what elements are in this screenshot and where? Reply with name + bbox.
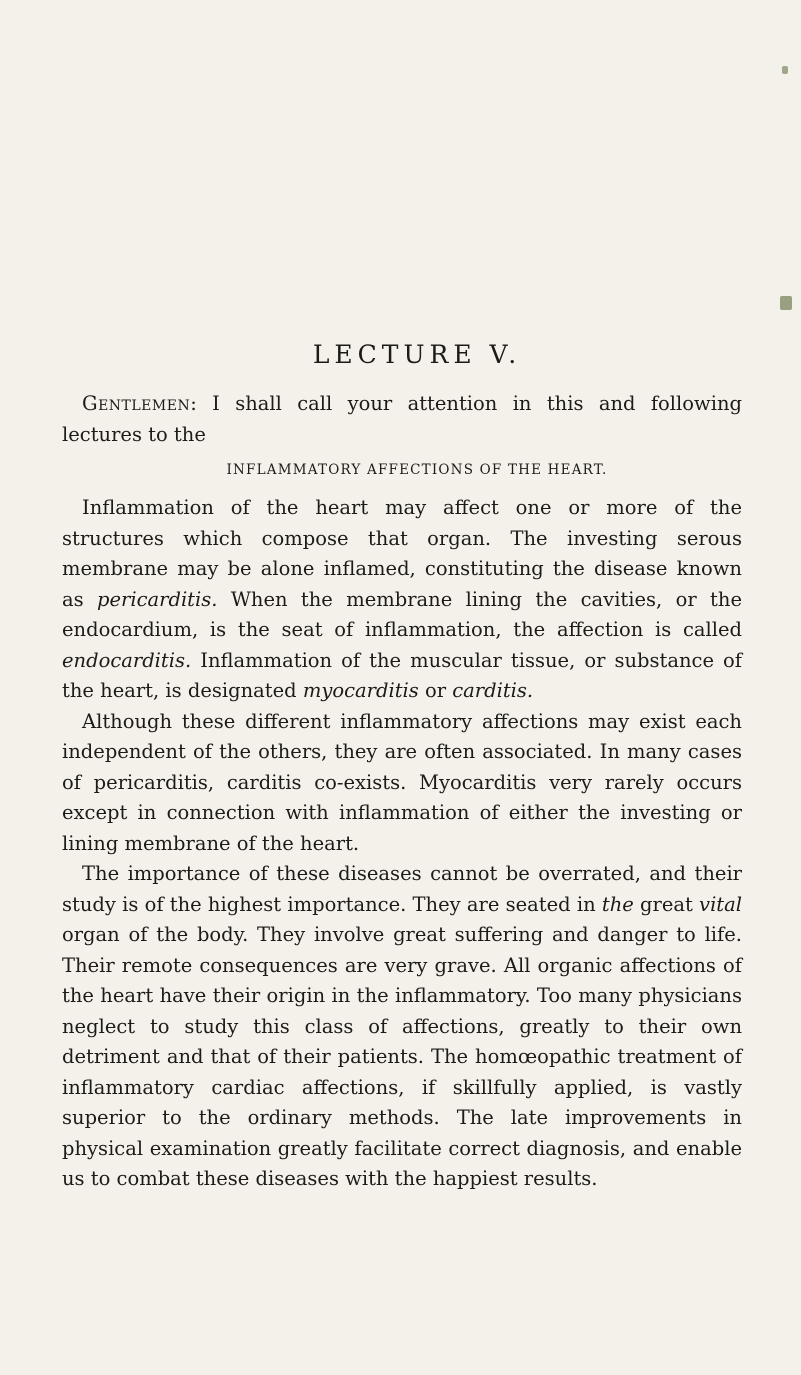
italic-term: pericarditis. xyxy=(97,587,218,611)
italic-term: the xyxy=(601,892,634,916)
paragraph-3 xyxy=(62,859,742,1195)
opening-text: I shall call your attention in this and following lectures to the xyxy=(62,392,742,446)
text-run: The importance of these diseases cannot be overrated, and their study is of the highest importance. They are seated in xyxy=(62,862,742,916)
salutation: Gentlemen xyxy=(82,392,191,415)
paragraph-2: Although these different inflammatory affections may exist each independent of the others, they are often associated. In many cases of pericarditis, carditis co-exists. Myocarditis very rarely occurs except in connection with inflammation of either the investing or lining membrane of the heart. xyxy=(62,709,742,855)
page-blemish xyxy=(782,66,788,74)
page-blemish xyxy=(780,296,792,310)
text-run: or xyxy=(418,679,453,702)
italic-term: carditis. xyxy=(452,679,534,702)
page-content xyxy=(62,340,742,1195)
paragraph-1 xyxy=(62,493,742,707)
text-run: organ of the body. They involve great suffering and danger to life. Their remote consequences are very grave. All organic affections of the heart have their origin in the inflammatory. Too many physicians neglect to study this class of affections, greatly to their own detriment and that of their patients. The homœopathic treatment of inflammatory cardiac affections, if skillfully applied, is vastly superior to the ordinary methods. The late improvements in physical examination greatly facilitate correct diagnosis, and enable us to combat these diseases with the happiest results. xyxy=(62,923,742,1190)
lecture-title: LECTURE V. xyxy=(312,340,522,369)
text-run: Inflammation of the heart may affect one or more of the structures which compose that organ. The investing serous membrane may be alone inflamed, constituting the disease known as xyxy=(62,496,742,611)
section-heading: INFLAMMATORY AFFECTIONS OF THE HEART. xyxy=(226,462,608,478)
text-run: great xyxy=(633,892,700,916)
text-run: When the membrane lining the cavities, or the endocardium, is the seat of inflammation, the affection is called xyxy=(62,587,742,641)
salutation-colon: : xyxy=(190,392,213,415)
text-run: Inflammation of the muscular tissue, or substance of the heart, is designated xyxy=(62,648,742,702)
italic-term: endocarditis. xyxy=(62,648,192,672)
italic-term: vital xyxy=(699,892,742,916)
opening-paragraph xyxy=(62,389,742,450)
italic-term: myocarditis xyxy=(302,679,419,702)
